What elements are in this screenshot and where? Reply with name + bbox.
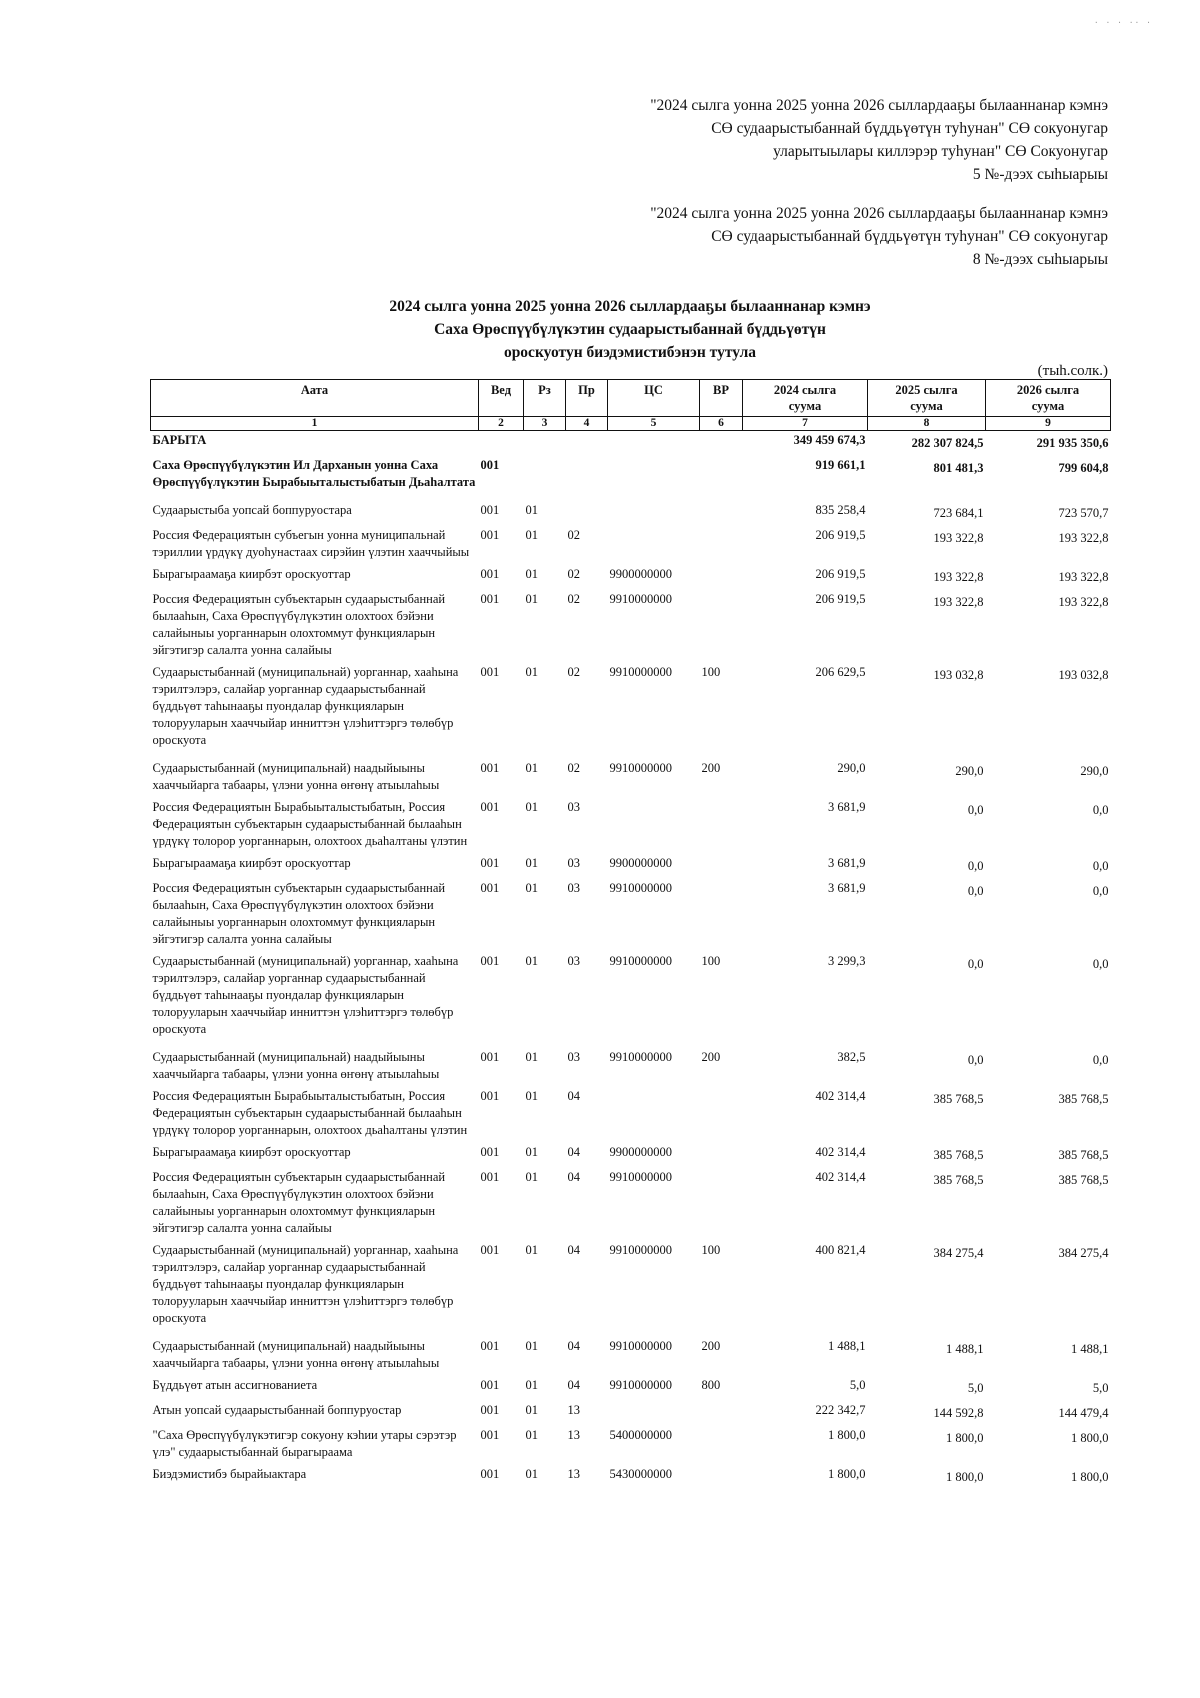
header-line: 8 №-дээх сыһыарыы (972, 251, 1108, 268)
cell-sum-2024: 222 342,7 (815, 1403, 866, 1417)
column-number: 5 (608, 417, 700, 431)
cell-name: Судаарыстыбаннай (муниципальнай) уорганнар, хааһына тэрилтэлэрэ, салайар уорганнар судаарыстыбаннай бүддьүөт таһынааҕы пуондалар функцияларын толорууларын хааччыйар инниттэн үлэһиттэргэ төлөбүр ороскуота (152, 665, 459, 747)
cell-name: Саха Өрөспүүбүлүкэтин Ил Дарханын уонна Саха Өрөспүүбүлүкэтин Бырабыыталыстыбатын Дьаһалтата (152, 458, 476, 489)
cell-pr: 04 (567, 1378, 580, 1392)
header-2026-line1: 2026 сылга (1016, 383, 1080, 397)
cell-sum-2025: 385 768,5 (933, 1092, 984, 1106)
cell-sum-2024: 349 459 674,3 (793, 433, 866, 447)
cell-rz (524, 431, 566, 457)
cell-sum-2026: 193 322,8 (1058, 570, 1109, 584)
cell-cs: 9910000000 (609, 1339, 672, 1353)
cell-pr: 02 (567, 761, 580, 775)
cell-vr (700, 1426, 743, 1465)
cell-cs: 9910000000 (609, 592, 672, 606)
cell-ved: 001 (480, 881, 500, 895)
title-line: 2024 сылга уонна 2025 уонна 2026 сыллардааҕы былааннанар кэмнэ (389, 298, 871, 315)
cell-rz: 01 (525, 503, 538, 517)
cell-sum-2024: 1 800,0 (828, 1467, 866, 1481)
cell-name: Судаарыстыбаннай (муниципальнай) наадыйыыны хааччыйарга табаары, үлэни уонна өҥөнү атыылаһыы (152, 1339, 440, 1370)
cell-sum-2024: 1 488,1 (828, 1339, 866, 1353)
table-row (151, 565, 1111, 590)
header-name: Аата (151, 380, 479, 417)
cell-rz: 01 (525, 665, 538, 679)
cell-name: "Саха Өрөспүүбүлүкэтигэр сокуону кэһии утары сэрэтэр үлэ" судаарыстыбаннай бырагыраама (152, 1428, 457, 1459)
cell-vr (700, 565, 743, 590)
cell-ved: 001 (480, 528, 500, 542)
cell-name: Судаарыстыбаннай (муниципальнай) наадыйыыны хааччыйарга табаары, үлэни уонна өҥөнү атыылаһыы (152, 1050, 440, 1081)
cell-rz (524, 456, 566, 495)
cell-sum-2026: 193 322,8 (1058, 595, 1109, 609)
cell-rz: 01 (525, 1378, 538, 1392)
cell-sum-2025: 5,0 (967, 1381, 984, 1395)
header-2025-line1: 2025 сылга (895, 383, 958, 397)
header-ved: Вед (479, 380, 524, 417)
column-number: 2 (479, 417, 524, 431)
table-row (151, 1143, 1111, 1168)
cell-sum-2026: 193 322,8 (1058, 531, 1109, 545)
cell-sum-2024: 206 919,5 (815, 592, 866, 606)
cell-ved: 001 (480, 567, 500, 581)
cell-sum-2026: 385 768,5 (1058, 1173, 1109, 1187)
cell-ved: 001 (480, 1243, 500, 1257)
cell-cs (608, 1087, 700, 1143)
cell-sum-2025: 193 322,8 (933, 531, 984, 545)
cell-pr: 13 (567, 1467, 580, 1481)
cell-sum-2025: 290,0 (955, 764, 984, 778)
units-label: (тыһ.солк.) (1037, 363, 1108, 379)
cell-vr (700, 1168, 743, 1241)
cell-rz: 01 (525, 856, 538, 870)
header-line: СӨ судаарыстыбаннай бүддьүөтүн туһунан" СӨ сокуонугар (711, 228, 1108, 245)
cell-ved: 001 (480, 1089, 500, 1103)
cell-ved: 001 (480, 592, 500, 606)
cell-sum-2025: 193 322,8 (933, 595, 984, 609)
cell-pr (566, 456, 608, 495)
cell-sum-2026: 1 800,0 (1071, 1431, 1109, 1445)
cell-sum-2024: 382,5 (837, 1050, 866, 1064)
table-row (151, 663, 1111, 753)
cell-rz: 01 (525, 1089, 538, 1103)
cell-rz: 01 (525, 1403, 538, 1417)
cell-pr: 03 (567, 856, 580, 870)
table-row (151, 952, 1111, 1042)
cell-cs (608, 798, 700, 854)
cell-sum-2024: 290,0 (837, 761, 866, 775)
cell-sum-2026: 385 768,5 (1058, 1148, 1109, 1162)
header-row (151, 380, 1111, 417)
cell-sum-2026: 384 275,4 (1058, 1246, 1109, 1260)
cell-ved: 001 (480, 1339, 500, 1353)
cell-name: Судаарыстыбаннай (муниципальнай) уорганнар, хааһына тэрилтэлэрэ, салайар уорганнар судаарыстыбаннай бүддьүөт таһынааҕы пуондалар функцияларын толорууларын хааччыйар инниттэн үлэһиттэргэ төлөбүр ороскуота (152, 1243, 459, 1325)
cell-pr: 03 (567, 1050, 580, 1064)
cell-vr: 200 (701, 1339, 721, 1353)
header-line: "2024 сылга уонна 2025 уонна 2026 сыллардааҕы былааннанар кэмнэ (650, 205, 1108, 222)
cell-ved: 001 (480, 1050, 500, 1064)
cell-ved: 001 (480, 1378, 500, 1392)
cell-rz: 01 (525, 761, 538, 775)
table-row (151, 1426, 1111, 1465)
cell-pr: 04 (567, 1170, 580, 1184)
cell-sum-2024: 5,0 (849, 1378, 866, 1392)
cell-pr (566, 501, 608, 526)
cell-vr: 800 (701, 1378, 721, 1392)
cell-pr: 04 (567, 1243, 580, 1257)
budget-table (150, 379, 1111, 1490)
cell-cs (608, 501, 700, 526)
cell-sum-2026: 291 935 350,6 (1036, 436, 1109, 450)
cell-vr (700, 431, 743, 457)
cell-cs: 9910000000 (609, 761, 672, 775)
cell-sum-2026: 0,0 (1092, 884, 1109, 898)
cell-sum-2026: 0,0 (1092, 803, 1109, 817)
cell-sum-2026: 0,0 (1092, 859, 1109, 873)
table-row (151, 854, 1111, 879)
cell-sum-2026: 0,0 (1092, 957, 1109, 971)
cell-vr (700, 526, 743, 565)
cell-name: Судаарыстыбаннай (муниципальнай) наадыйыыны хааччыйарга табаары, үлэни уонна өҥөнү атыылаһыы (152, 761, 440, 792)
cell-sum-2026: 1 800,0 (1071, 1470, 1109, 1484)
header-pr: Пр (566, 380, 608, 417)
cell-cs: 5430000000 (609, 1467, 672, 1481)
column-number: 6 (700, 417, 743, 431)
cell-name: Атын уопсай судаарыстыбаннай боппуруостар (152, 1403, 402, 1417)
cell-vr (700, 1087, 743, 1143)
cell-name: Россия Федерациятын Бырабыыталыстыбатын, Россия Федерациятын субъектарын судаарыстыбаннай былааһын үрдүкү толорор уорганнарын, олохтоох дьаһалтаны үлэтин (152, 800, 468, 848)
table-row (151, 1337, 1111, 1376)
cell-sum-2026: 799 604,8 (1058, 461, 1109, 475)
cell-sum-2025: 0,0 (967, 957, 984, 971)
cell-sum-2025: 144 592,8 (933, 1406, 984, 1420)
table-row (151, 1087, 1111, 1143)
cell-name: Россия Федерациятын субъегын уонна муниципальнай тэриллии үрдүкү дуоһунастаах сирэйин үлэтин хааччыйыы (152, 528, 470, 559)
cell-ved: 001 (480, 800, 500, 814)
cell-sum-2025: 1 800,0 (946, 1431, 984, 1445)
cell-sum-2025: 384 275,4 (933, 1246, 984, 1260)
cell-name: Бырагыраамаҕа киирбэт ороскуоттар (152, 1145, 351, 1159)
header-2024-line1: 2024 сылга (773, 383, 837, 397)
table-header (151, 380, 1111, 431)
header-2025-line2: суума (910, 399, 943, 413)
cell-ved: 001 (480, 503, 500, 517)
cell-sum-2024: 3 681,9 (828, 800, 866, 814)
cell-sum-2025: 385 768,5 (933, 1148, 984, 1162)
cell-sum-2024: 1 800,0 (828, 1428, 866, 1442)
cell-rz: 01 (525, 954, 538, 968)
column-number: 8 (868, 417, 986, 431)
cell-sum-2025: 193 032,8 (933, 668, 984, 682)
cell-vr (700, 854, 743, 879)
cell-rz: 01 (525, 528, 538, 542)
cell-sum-2025: 282 307 824,5 (911, 436, 984, 450)
cell-sum-2024: 402 314,4 (815, 1089, 866, 1103)
cell-sum-2024: 206 629,5 (815, 665, 866, 679)
header-2024 (743, 380, 868, 417)
cell-name: Россия Федерациятын субъектарын судаарыстыбаннай былааһын, Саха Өрөспүүбүлүкэтин олохтоох бэйэни салайыныы уорганнарын олохтоммут функцияларын эйгэтигэр салалта уонна салайыы (152, 592, 446, 657)
cell-sum-2025: 723 684,1 (933, 506, 984, 520)
appendix-header-8 (650, 202, 1108, 271)
title-line: ороскуотун биэдэмистибэнэн тутула (503, 344, 757, 361)
cell-rz: 01 (525, 1339, 538, 1353)
table-row (151, 1241, 1111, 1331)
cell-sum-2025: 1 488,1 (946, 1342, 984, 1356)
cell-rz: 01 (525, 800, 538, 814)
cell-ved: 001 (480, 665, 500, 679)
table-row (151, 590, 1111, 663)
cell-sum-2024: 402 314,4 (815, 1145, 866, 1159)
table-row (151, 1465, 1111, 1490)
cell-name: Россия Федерациятын субъектарын судаарыстыбаннай былааһын, Саха Өрөспүүбүлүкэтин олохтоох бэйэни салайыныы уорганнарын олохтоммут функцияларын эйгэтигэр салалта уонна салайыы (152, 1170, 446, 1235)
table-row (151, 431, 1111, 457)
column-number: 1 (151, 417, 479, 431)
cell-sum-2025: 1 800,0 (946, 1470, 984, 1484)
column-number: 3 (524, 417, 566, 431)
column-number-row (151, 417, 1111, 431)
title-line: Саха Өрөспүүбүлүкэтин судаарыстыбаннай бүддьүөтүн (434, 321, 826, 338)
cell-sum-2024: 206 919,5 (815, 528, 866, 542)
cell-rz: 01 (525, 1170, 538, 1184)
cell-ved: 001 (480, 761, 500, 775)
cell-sum-2024: 402 314,4 (815, 1170, 866, 1184)
table-row (151, 526, 1111, 565)
cell-name: Бырагыраамаҕа киирбэт ороскуоттар (152, 856, 351, 870)
header-2024-line2: суума (788, 399, 822, 413)
cell-ved: 001 (480, 1428, 500, 1442)
cell-rz: 01 (525, 567, 538, 581)
cell-pr: 03 (567, 954, 580, 968)
budget-table-wrapper (150, 379, 1110, 1490)
cell-sum-2026: 193 032,8 (1058, 668, 1109, 682)
cell-cs: 5400000000 (609, 1428, 672, 1442)
cell-cs: 9910000000 (609, 665, 672, 679)
cell-vr: 100 (701, 1243, 721, 1257)
table-row (151, 1401, 1111, 1426)
cell-sum-2025: 0,0 (967, 859, 984, 873)
cell-sum-2026: 290,0 (1080, 764, 1109, 778)
cell-cs: 9910000000 (609, 1243, 672, 1257)
cell-name: Биэдэмистибэ бырайыактара (152, 1467, 307, 1481)
cell-name: Судаарыстыба уопсай боппуруостара (152, 503, 352, 517)
cell-cs (608, 526, 700, 565)
cell-rz: 01 (525, 1467, 538, 1481)
cell-sum-2026: 144 479,4 (1058, 1406, 1109, 1420)
header-2026-line2: суума (1031, 399, 1065, 413)
header-vr: ВР (700, 380, 743, 417)
column-number: 4 (566, 417, 608, 431)
cell-sum-2026: 723 570,7 (1058, 506, 1109, 520)
table-row (151, 1168, 1111, 1241)
cell-cs: 9900000000 (609, 567, 672, 581)
cell-cs: 9910000000 (609, 881, 672, 895)
cell-ved: 001 (480, 954, 500, 968)
cell-sum-2024: 3 681,9 (828, 881, 866, 895)
header-2026 (986, 380, 1111, 417)
cell-rz: 01 (525, 881, 538, 895)
document-title (0, 295, 1200, 364)
header-rz: Рз (524, 380, 566, 417)
cell-sum-2026: 0,0 (1092, 1053, 1109, 1067)
cell-vr (700, 590, 743, 663)
cell-sum-2025: 0,0 (967, 884, 984, 898)
cell-pr: 03 (567, 881, 580, 895)
cell-sum-2024: 3 681,9 (828, 856, 866, 870)
cell-name: Россия Федерациятын субъектарын судаарыстыбаннай былааһын, Саха Өрөспүүбүлүкэтин олохтоох бэйэни салайыныы уорганнарын олохтоммут функцияларын эйгэтигэр салалта уонна салайыы (152, 881, 446, 946)
cell-ved (479, 431, 524, 457)
cell-cs: 9900000000 (609, 1145, 672, 1159)
cell-ved: 001 (480, 1403, 500, 1417)
cell-ved: 001 (480, 1467, 500, 1481)
cell-sum-2025: 801 481,3 (933, 461, 984, 475)
cell-pr: 04 (567, 1089, 580, 1103)
cell-sum-2024: 400 821,4 (815, 1243, 866, 1257)
cell-pr: 04 (567, 1339, 580, 1353)
cell-vr (700, 501, 743, 526)
cell-sum-2024: 206 919,5 (815, 567, 866, 581)
header-line: уларытыылары киллэрэр туһунан" СӨ Сокуонугар (773, 143, 1108, 160)
cell-pr (566, 431, 608, 457)
cell-cs (608, 1401, 700, 1426)
cell-vr (700, 798, 743, 854)
cell-rz: 01 (525, 1145, 538, 1159)
table-body (151, 431, 1111, 1491)
cell-cs: 9910000000 (609, 1378, 672, 1392)
cell-sum-2026: 5,0 (1092, 1381, 1109, 1395)
cell-rz: 01 (525, 1428, 538, 1442)
cell-name: Судаарыстыбаннай (муниципальнай) уорганнар, хааһына тэрилтэлэрэ, салайар уорганнар судаарыстыбаннай бүддьүөт таһынааҕы пуондалар функцияларын толорууларын хааччыйар инниттэн үлэһиттэргэ төлөбүр ороскуота (152, 954, 459, 1036)
table-row (151, 879, 1111, 952)
cell-vr: 200 (701, 1050, 721, 1064)
cell-sum-2025: 193 322,8 (933, 570, 984, 584)
cell-vr (700, 1465, 743, 1490)
cell-pr: 03 (567, 800, 580, 814)
cell-sum-2024: 3 299,3 (828, 954, 866, 968)
table-row (151, 456, 1111, 495)
cell-ved: 001 (480, 856, 500, 870)
cell-vr: 100 (701, 954, 721, 968)
cell-name: Бүддьүөт атын ассигнованиета (152, 1378, 318, 1392)
cell-ved: 001 (480, 1145, 500, 1159)
table-row (151, 759, 1111, 798)
table-row (151, 798, 1111, 854)
cell-pr: 02 (567, 567, 580, 581)
cell-name: Россия Федерациятын Бырабыыталыстыбатын, Россия Федерациятын субъектарын судаарыстыбаннай былааһын үрдүкү толорор уорганнарын, олохтоох дьаһалтаны үлэтин (152, 1089, 468, 1137)
cell-sum-2025: 385 768,5 (933, 1173, 984, 1187)
cell-name: БАРЫТА (152, 433, 207, 447)
cell-cs: 9910000000 (609, 1170, 672, 1184)
cell-pr: 02 (567, 528, 580, 542)
column-number: 9 (986, 417, 1111, 431)
cell-rz: 01 (525, 1243, 538, 1257)
cell-sum-2026: 385 768,5 (1058, 1092, 1109, 1106)
cell-rz: 01 (525, 592, 538, 606)
cell-vr (700, 879, 743, 952)
cell-pr: 02 (567, 592, 580, 606)
cell-pr: 13 (567, 1403, 580, 1417)
header-line: СӨ судаарыстыбаннай бүддьүөтүн туһунан" СӨ сокуонугар (711, 120, 1108, 137)
table-row (151, 1048, 1111, 1087)
cell-vr: 100 (701, 665, 721, 679)
cell-sum-2024: 919 661,1 (815, 458, 866, 472)
corner-scan-mark: · · · ·· · (1093, 18, 1152, 27)
cell-sum-2026: 1 488,1 (1071, 1342, 1109, 1356)
cell-sum-2025: 0,0 (967, 803, 984, 817)
cell-cs: 9910000000 (609, 954, 672, 968)
cell-vr (700, 1143, 743, 1168)
header-line: 5 №-дээх сыһыарыы (972, 166, 1108, 183)
cell-sum-2024: 835 258,4 (815, 503, 866, 517)
cell-cs: 9900000000 (609, 856, 672, 870)
cell-rz: 01 (525, 1050, 538, 1064)
cell-vr (700, 1401, 743, 1426)
column-number: 7 (743, 417, 868, 431)
cell-cs (608, 431, 700, 457)
header-line: "2024 сылга уонна 2025 уонна 2026 сыллардааҕы былааннанар кэмнэ (650, 97, 1108, 114)
cell-cs: 9910000000 (609, 1050, 672, 1064)
cell-name: Бырагыраамаҕа киирбэт ороскуоттар (152, 567, 351, 581)
header-cs: ЦС (608, 380, 700, 417)
appendix-header-5 (650, 94, 1108, 186)
cell-ved: 001 (480, 1170, 500, 1184)
cell-vr: 200 (701, 761, 721, 775)
cell-pr: 04 (567, 1145, 580, 1159)
cell-sum-2025: 0,0 (967, 1053, 984, 1067)
header-2025 (868, 380, 986, 417)
cell-pr: 02 (567, 665, 580, 679)
table-row (151, 1376, 1111, 1401)
cell-pr: 13 (567, 1428, 580, 1442)
table-row (151, 501, 1111, 526)
cell-cs (608, 456, 700, 495)
cell-vr (700, 456, 743, 495)
cell-ved: 001 (480, 458, 500, 472)
